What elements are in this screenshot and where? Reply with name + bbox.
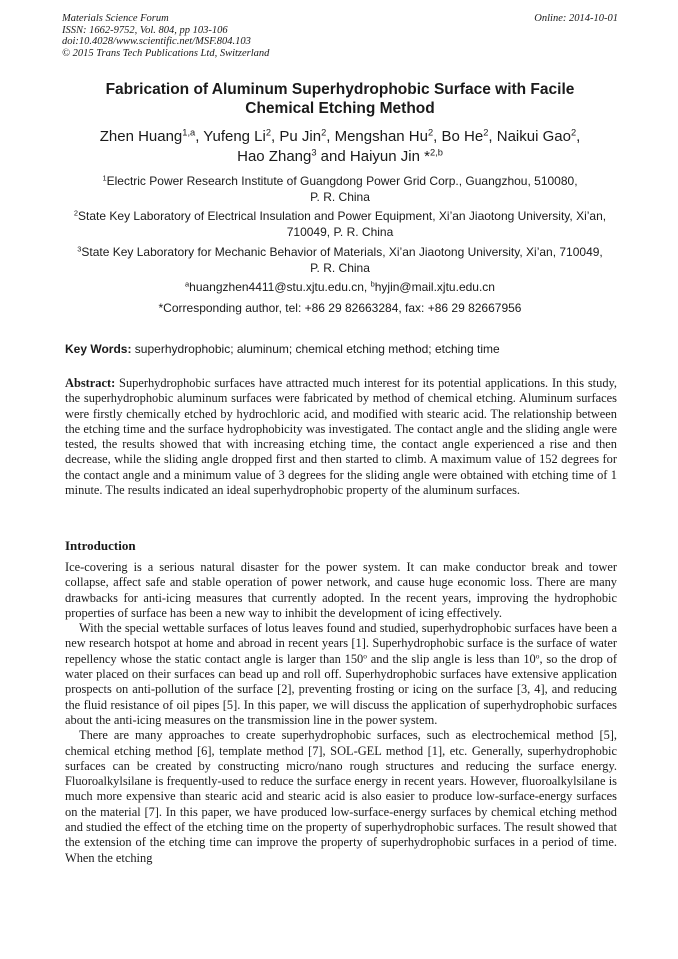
abstract-text: Superhydrophobic surfaces have attracted much interest for its potential applications. In this study, the superhydrophobic aluminum surfaces were fabricated by method of chemical etching. Aluminum surfaces were firstly chemically etched by hydrochloric acid, and modified with stearic acid. The relationship between the etching time and the surface hydrophobicity was investigated. The contact angle and the sliding angle were tested, the results showed that with increasing etching time, the contact angle experienced a rise and then decrease, while the sliding angle dropped first and then started to climb. A maximum value of 152 degrees for the contact angle and a minimum value of 3 degrees for the sliding angle were obtained with etching time of 1 minute. The results indicated an ideal superhydrophobic property of the aluminum surfaces. (65, 376, 617, 498)
author-name: Zhen Huang (99, 128, 183, 145)
affiliation-number: 3 (77, 244, 82, 254)
corresponding-author: *Corresponding author, tel: +86 29 82663284, fax: +86 29 82667956 (158, 301, 522, 315)
journal-header (62, 13, 618, 59)
author-line-1: Zhen Huang$^{1,a}$, Yufeng Li$^2$, Pu Jin$^2$, Mengshan Hu$^2$, Bo He$^2$, Naikui Gao$^2$, (99, 127, 581, 145)
email-label-b: b (370, 279, 375, 289)
keywords-label: Key Words: (65, 342, 132, 356)
degree-mark: o (535, 651, 540, 661)
intro-p2-part-b: and the slip angle is less than 10 (366, 651, 536, 666)
introduction-body (65, 560, 617, 866)
email-a[interactable]: huangzhen4411@stu.xjtu.edu.cn, (189, 280, 371, 294)
abstract (65, 376, 617, 498)
author-name: Yufeng Li (203, 128, 266, 145)
affiliation-country: 710049, P. R. China (286, 225, 394, 239)
affiliation-line (62, 208, 618, 224)
affiliation-country: P. R. China (310, 190, 370, 204)
author-name: Hao Zhang (237, 147, 312, 165)
paper-title (62, 80, 618, 118)
journal-copyright: © 2015 Trans Tech Publications Ltd, Switzerland (62, 47, 270, 59)
intro-paragraph-1: Ice-covering is a serious natural disaster for the power system. It can make conductor break and tower collapse, affect safe and stable operation of power network, and cause huge economic loss. There are many drawbacks for anti-icing measures that currently adopted. In the recent years, improving the hydrophobic properties of surface has been a new way to inhibit the development of icing effectively. (65, 560, 617, 620)
author-affiliation-mark: 3 (311, 146, 317, 157)
author-line-2: Hao Zhang$^3$ and Haiyun Jin *$^{2,b}$ (237, 146, 443, 165)
intro-p2-part-a: With the special wettable surfaces of lotus leaves found and studied, superhydrophobic surfaces have been a new research hotspot at home and abroad in recent years [1]. Superhydrophobic surface is the surface of water repellency whose the static contact angle is larger than 150 (65, 621, 617, 666)
degree-mark: o (363, 651, 367, 661)
author-name: Mengshan Hu (334, 128, 428, 145)
email-line (62, 279, 618, 295)
affiliation-1 (62, 173, 618, 205)
journal-name: Materials Science Forum (62, 13, 169, 24)
affiliation-line (62, 244, 618, 260)
section-heading-introduction: Introduction (65, 538, 136, 553)
author-name: Bo He (441, 128, 484, 145)
author-affiliation-mark: 2 (570, 127, 577, 138)
author-affiliation-mark: 2 (321, 127, 327, 138)
author-affiliation-mark: 1,a (182, 127, 196, 138)
keywords-text: superhydrophobic; aluminum; chemical etching method; etching time (131, 342, 500, 356)
online-date: Online: 2014-10-01 (534, 13, 618, 24)
affiliation-2 (62, 208, 618, 240)
affiliation-text: State Key Laboratory of Electrical Insulation and Power Equipment, Xi’an Jiaotong University, Xi’an, (78, 209, 607, 223)
abstract-label: Abstract: (65, 376, 116, 390)
author-affiliation-mark: 2 (428, 127, 434, 138)
email-label-a: a (185, 279, 190, 289)
author-affiliation-mark: 2,b (429, 146, 443, 157)
author-affiliation-mark: 2 (483, 127, 489, 138)
intro-p2-part-c: , so the drop of water placed on their surfaces can bead up and roll off. Superhydrophobic surfaces have extensive application prospects on anti-pollution of the surface [2], preventing frosting or icing on the surface [3, 4], and reducing the fluid resistance of oil pipes [5]. In this paper, we will discuss the application of superhydrophobic surfaces about the anti-icing measures on the transmission line in the power system. (65, 651, 617, 727)
affiliation-3 (62, 244, 618, 276)
intro-paragraph-2 (65, 621, 617, 728)
journal-doi: doi:10.4028/www.scientific.net/MSF.804.103 (62, 36, 251, 47)
affiliation-country: P. R. China (310, 261, 370, 275)
affiliation-text: Electric Power Research Institute of Guangdong Power Grid Corp., Guangzhou, 510080, (106, 174, 578, 188)
affiliation-text: State Key Laboratory for Mechanic Behavior of Materials, Xi’an Jiaotong University, Xi’an, 710049, (81, 245, 603, 259)
keywords (65, 341, 617, 357)
author-name: Pu Jin (279, 128, 322, 145)
abstract-paragraph (65, 376, 617, 498)
affiliation-number: 1 (102, 173, 107, 183)
affiliation-number: 2 (73, 208, 79, 218)
title-line-1: Fabrication of Aluminum Superhydrophobic Surface with Facile (105, 81, 575, 98)
journal-issn: ISSN: 1662-9752, Vol. 804, pp 103-106 (62, 24, 228, 36)
author-name: Haiyun Jin * (349, 147, 430, 165)
author-name: Naikui Gao (496, 128, 571, 145)
email-b[interactable]: hyjin@mail.xjtu.edu.cn (374, 280, 495, 294)
title-line-2: Chemical Etching Method (245, 100, 435, 117)
intro-paragraph-3: There are many approaches to create superhydrophobic surfaces, such as electrochemical method [5], chemical etching method [6], template method [7], SOL-GEL method [1], etc. Generally, superhydrophobic surfaces can be created by constructing micro/nano rough structures and reducing the surface energy. Fluoroalkylsilane is frequently-used to reduce the surface energy in recent years. However, fluoroalkylsilane is much more expensive than stearic acid and stearic acid is also easier to produce low-surface-energy surfaces on the material [7]. In this paper, we have produced low-surface-energy surfaces by chemical etching method and studied the effect of the etching time on the property of superhydrophobic surfaces. The result showed that the extension of the etching time can improve the property of superhydrophobic surfaces in a period of time. When the etching (65, 728, 617, 865)
author-list (62, 127, 618, 166)
author-affiliation-mark: 2 (265, 127, 272, 138)
affiliation-line (62, 173, 618, 189)
